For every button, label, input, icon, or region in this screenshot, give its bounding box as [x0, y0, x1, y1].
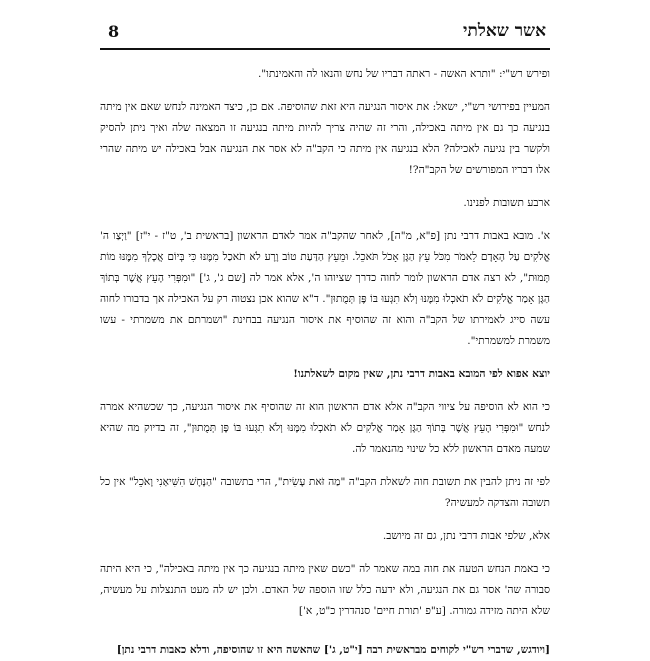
paragraph-rashi-quote: ופירש רש"י: "ותרא האשה - ראתה דבריו של נחש והנאו לה והאמינתו".	[257, 68, 550, 80]
paragraph-question: המעיין בפירושי רש"י, ישאל: את איסור הנגיעה היא זאת שהוסיפה. אם כן, כיצד האמינה לנחש שאם אין מיתה בנגיעה כך גם אין מיתה באכילה, והרי זה שהיה צריך להיות מיתה בנגיעה זו המצאה שלה ואיך ניתן להסיק ולקשר בין נגיעה לאכילה? הלא בנגיעה אין מיתה כי הקב"ה לא אסר את הנגיעה אבל באכילה יש מיתה שהרי אלו דבריו המפורשים של הקב"ה?!	[100, 101, 550, 176]
paragraph-conclusion: יוצא אפוא לפי המובא באבות דרבי נתן, שאין מקום לשאלתנו!	[293, 368, 550, 380]
paragraph-chava-answer: לפי זה ניתן להבין את תשובת חוה לשאלת הקב"ה "מַה זֹּאת עָשִׂית", הרי בתשובה "הַנָּחָשׁ הִשִּׁיאַנִי וָאֹכֵל" אין כל תשובה והצדקה למעשיה?	[100, 476, 550, 509]
body-text	[100, 64, 550, 661]
book-title: אשר שאלתי	[463, 21, 546, 41]
paragraph-four-answers: ארבע תשובות לפנינו.	[463, 197, 550, 209]
page-number: 8	[108, 22, 120, 41]
book-page	[100, 20, 550, 656]
paragraph-explanation: כי הוא לא הוסיפה על ציווי הקב"ה אלא אדם הראשון הוא זה שהוסיף את איסור הנגיעה, כך שכשהיא אמרה לנחש "וּמִפְּרִי הָעֵץ אֲשֶׁר בְּתוֹךְ הַגָּן אָמַר אֱלֹקִים לֹא תֹאכְלוּ מִמֶּנּוּ וְלֹא תִגְּעוּ בּוֹ פֶּן תְּמֻתוּן", זה בדיוק מה שהיא שמעה מאדם הראשון ללא כל שינוי מהנאמר לה.	[100, 401, 550, 455]
paragraph-bracket-note: [ויודגש, שדברי רש"י לקוחים מבראשית רבה [י"ט, ג'] שהאשה היא זו שהוסיפה, ודלא כאבות דרבי נתן]	[116, 644, 550, 656]
paragraph-answer-one: א'. מובא באבות דרבי נתן [פ"א, מ"ה], לאחר שהקב"ה אמר לאדם הראשון [בראשית ב', ט"ז - י"ז] "וַיְצַו ה' אֱלֹקִים עַל הָאָדָם לֵאמֹר מִכֹּל עֵץ הַגָּן אָכֹל תֹּאכֵל. וּמֵעֵץ הַדַּעַת טוֹב וָרָע לֹא תֹאכַל מִמֶּנּוּ כִּי בְּיוֹם אֲכָלְךָ מִמֶּנּוּ מוֹת תָּמוּת", לא רצה אדם הראשון לומר לחוה כדרך שציוהו ה', אלא אמר לה [שם ג', ג'] "וּמִפְּרִי הָעֵץ אֲשֶׁר בְּתוֹךְ הַגָּן אָמַר אֱלֹקִים לֹא תֹאכְלוּ מִמֶּנּוּ וְלֹא תִגְּעוּ בּוֹ פֶּן תְּמֻתוּן". ד"א שהוא אכן נצטוה רק על האכילה אך בדבורו לחוה עשה סייג לאמירתו של הקב"ה והוא זה שהוסיף את איסור הנגיעה בבחינת "ושמרתם את משמרתי - עשו משמרת למשמרתי".	[100, 230, 550, 347]
running-header	[100, 20, 550, 50]
paragraph-resolved: אלא, שלפי אבות דרבי נתן, גם זה מיושב.	[382, 530, 550, 542]
paragraph-serpent-deception: כי באמת הנחש הטעה את חוה במה שאמר לה "כשם שאין מיתה בנגיעה כך אין מיתה באכילה", כי היא היתה סבורה שה' אסר גם את הנגיעה, ולא ידעה כלל שזו הוספה של האדם. ולכן יש לה מעט התנצלות על מעשיה, שלא היתה מזידה גמורה. [ע"פ 'תורת חיים' סנהדרין כ"ט, א']	[100, 563, 550, 617]
